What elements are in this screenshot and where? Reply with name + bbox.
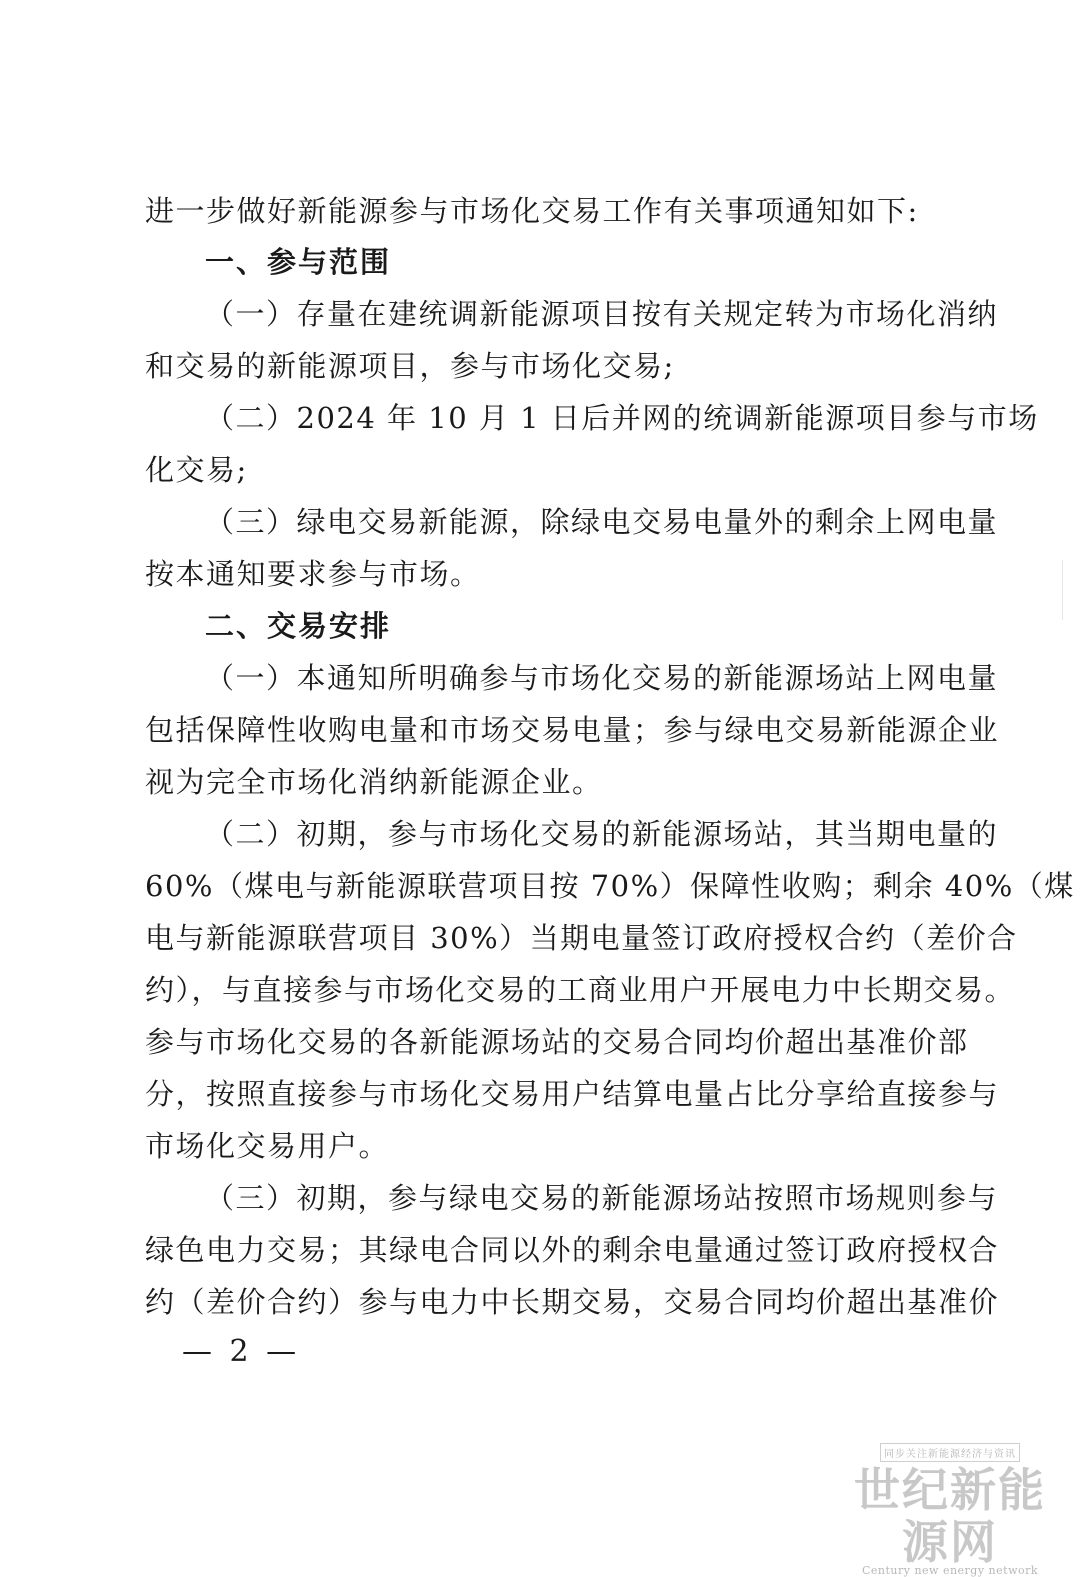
text-line: （二）2024 年 10 月 1 日后并网的统调新能源项目参与市场 [205, 401, 1039, 435]
section-heading: 一、参与范围 [205, 245, 392, 279]
text-line: 约），与直接参与市场化交易的工商业用户开展电力中长期交易。 [145, 973, 1016, 1007]
watermark [850, 1442, 1050, 1577]
text-line: （一）存量在建统调新能源项目按有关规定转为市场化消纳 [205, 297, 999, 331]
text-line: 化交易; [145, 453, 248, 487]
text-line: 和交易的新能源项目，参与市场化交易; [145, 349, 675, 383]
text-line: 进一步做好新能源参与市场化交易工作有关事项通知如下: [145, 194, 919, 228]
watermark-subtitle: Century new energy network [861, 1564, 1039, 1577]
text-line: 电与新能源联营项目 30%）当期电量签订政府授权合约（差价合 [145, 921, 1018, 955]
page-number: — 2 — [182, 1334, 301, 1369]
text-line: 60%（煤电与新能源联营项目按 70%）保障性收购；剩余 40%（煤 [145, 869, 1075, 903]
watermark-tag: 同步关注新能源经济与资讯 [880, 1443, 1020, 1462]
text-line: （三）初期，参与绿电交易的新能源场站按照市场规则参与 [205, 1181, 999, 1215]
text-line: （三）绿电交易新能源，除绿电交易电量外的剩余上网电量 [205, 505, 999, 539]
text-line: 约（差价合约）参与电力中长期交易，交易合同均价超出基准价 [145, 1285, 1000, 1319]
text-line: 绿色电力交易；其绿电合同以外的剩余电量通过签订政府授权合 [145, 1233, 1000, 1267]
watermark-title: 世纪新能源网 [854, 1463, 1046, 1569]
text-line: 视为完全市场化消纳新能源企业。 [145, 765, 603, 799]
text-line: 分，按照直接参与市场化交易用户结算电量占比分享给直接参与 [145, 1077, 1000, 1111]
text-line: 包括保障性收购电量和市场交易电量；参与绿电交易新能源企业 [145, 713, 1000, 747]
scan-edge-mark [1062, 560, 1063, 620]
text-line: 按本通知要求参与市场。 [145, 557, 481, 591]
text-line: 参与市场化交易的各新能源场站的交易合同均价超出基准价部 [145, 1025, 969, 1059]
section-heading: 二、交易安排 [205, 609, 392, 643]
text-line: （一）本通知所明确参与市场化交易的新能源场站上网电量 [205, 661, 999, 695]
text-line: （二）初期，参与市场化交易的新能源场站，其当期电量的 [205, 817, 999, 851]
text-line: 市场化交易用户。 [145, 1129, 390, 1163]
